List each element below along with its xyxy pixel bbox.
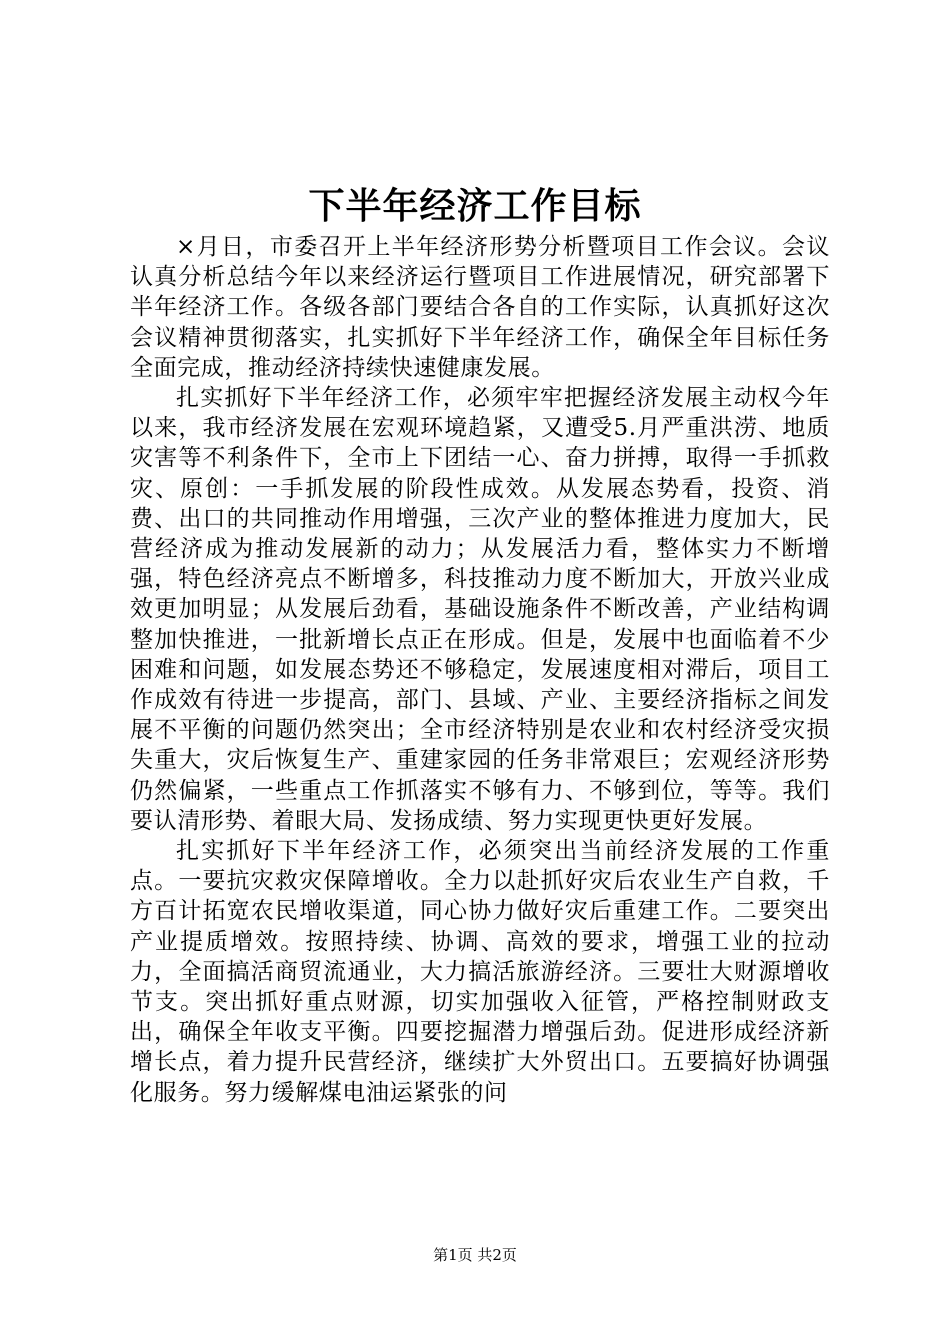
- page-number-footer: 第1页 共2页: [433, 1246, 517, 1264]
- paragraph-1: ×月日，市委召开上半年经济形势分析暨项目工作会议。会议认真分析总结今年以来经济运行暨项目工作进展情况，研究部署下半年经济工作。各级各部门要结合各自的工作实际，认真抓好这次会议精神贯彻落实，扎实抓好下半年经济工作，确保全年目标任务全面完成，推动经济持续快速健康发展。: [130, 234, 830, 381]
- document-title: 下半年经济工作目标: [308, 186, 642, 227]
- paragraph-3: 扎实抓好下半年经济工作，必须突出当前经济发展的工作重点。一要抗灾救灾保障增收。全力以赴抓好灾后农业生产自救，千方百计拓宽农民增收渠道，同心协力做好灾后重建工作。二要突出产业提质增效。按照持续、协调、高效的要求，增强工业的拉动力，全面搞活商贸流通业，大力搞活旅游经济。三要壮大财源增收节支。突出抓好重点财源，切实加强收入征管，严格控制财政支出，确保全年收支平衡。四要挖掘潜力增强后劲。促进形成经济新增长点，着力提升民营经济，继续扩大外贸出口。五要搞好协调强化服务。努力缓解煤电油运紧张的问: [130, 838, 830, 1106]
- paragraph-2: 扎实抓好下半年经济工作，必须牢牢把握经济发展主动权今年以来，我市经济发展在宏观环境趋紧，又遭受5.月严重洪涝、地质灾害等不利条件下，全市上下团结一心、奋力拼搏，取得一手抓救灾、原创：一手抓发展的阶段性成效。从发展态势看，投资、消费、出口的共同推动作用增强，三次产业的整体推进力度加大，民营经济成为推动发展新的动力；从发展活力看，整体实力不断增强，特色经济亮点不断增多，科技推动力度不断加大，开放兴业成效更加明显；从发展后劲看，基础设施条件不断改善，产业结构调整加快推进，一批新增长点正在形成。但是，发展中也面临着不少困难和问题，如发展态势还不够稳定，发展速度相对滞后，项目工作成效有待进一步提高，部门、县域、产业、主要经济指标之间发展不平衡的问题仍然突出；全市经济特别是农业和农村经济受灾损失重大，灾后恢复生产、重建家园的任务非常艰巨；宏观经济形势仍然偏紧，一些重点工作抓落实不够有力、不够到位，等等。我们要认清形势、着眼大局、发扬成绩、努力实现更快更好发展。: [130, 385, 830, 834]
- document-body: [130, 232, 830, 1108]
